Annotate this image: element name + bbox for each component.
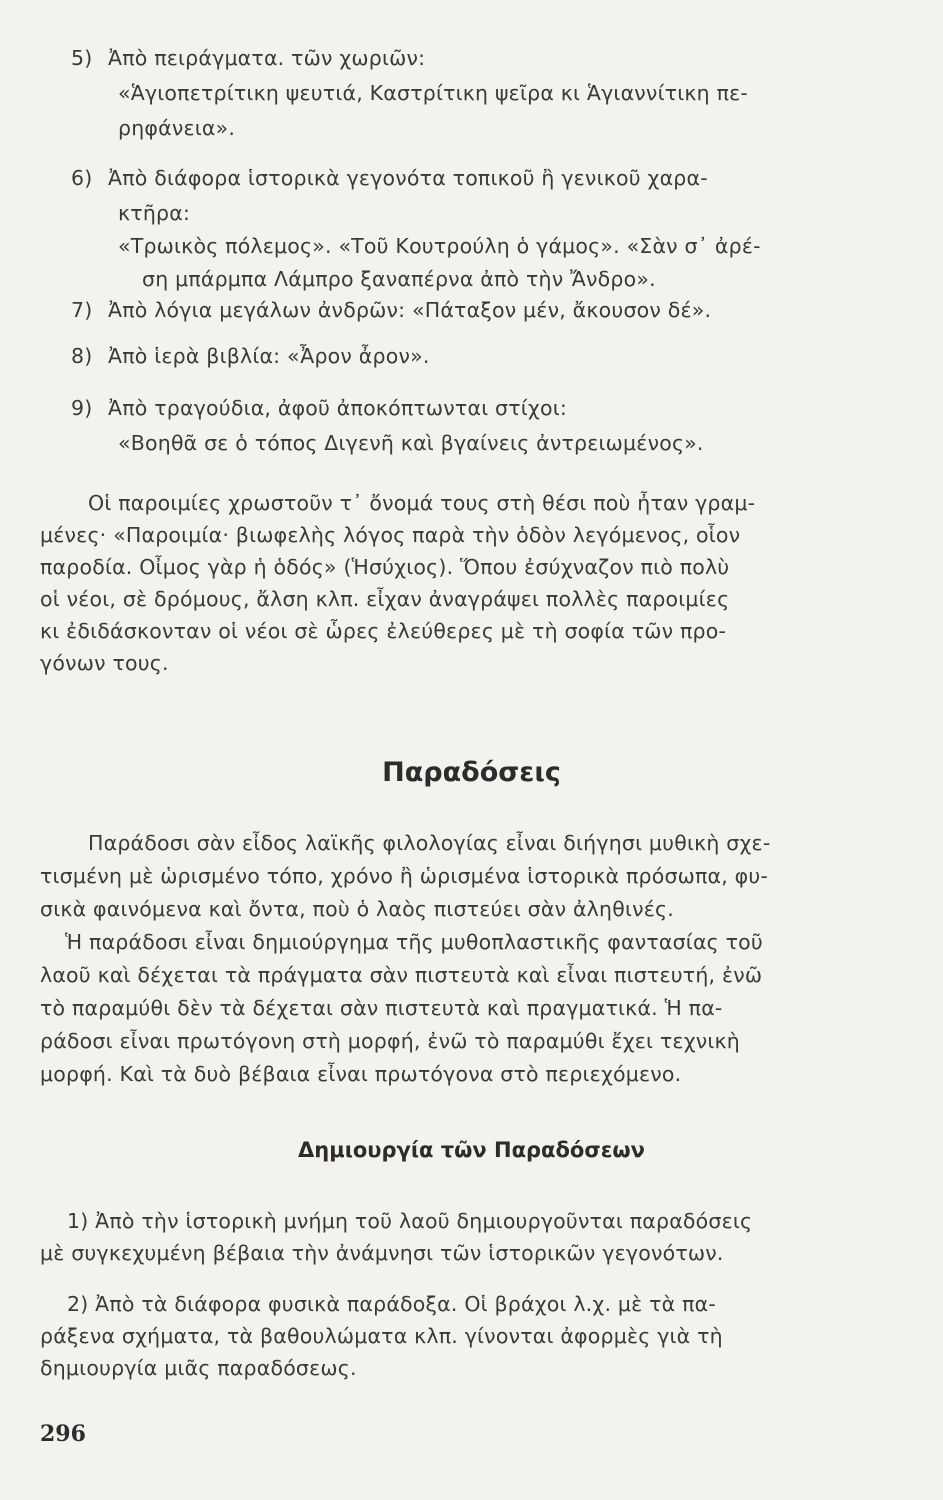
list-item-8-number: 8) — [71, 344, 93, 368]
comparison-line-1: Ἡ παράδοσι εἶναι δημιούργημα τῆς μυθοπλαστικῆς φαντασίας τοῦ — [65, 930, 763, 954]
proverbs-line-2: μένες· «Παροιμία· βιωφελὴς λόγος παρὰ τὴν ὁδὸν λεγόμενος, οἷον — [40, 523, 741, 547]
list-item-7-number: 7) — [71, 298, 93, 322]
proverbs-line-6: γόνων τους. — [40, 651, 169, 675]
proverbs-line-4: οἱ νέοι, σὲ δρόμους, ἄλση κλπ. εἶχαν ἀναγράψει πολλὲς παροιμίες — [40, 587, 730, 611]
definition-line-1: Παράδοσι σὰν εἶδος λαϊκῆς φιλολογίας εἶναι διήγησι μυθικὴ σχε- — [88, 831, 771, 855]
list-item-5-line-1: Ἀπὸ πειράγματα. τῶν χωριῶν: — [108, 46, 426, 70]
comparison-line-2: λαοῦ καὶ δέχεται τὰ πράγματα σὰν πιστευτὰ καὶ εἶναι πιστευτή, ἐνῶ — [40, 963, 763, 987]
subsection-heading: Δημιουργία τῶν Παραδόσεων — [298, 1138, 645, 1162]
list-item-9-line-1: Ἀπὸ τραγούδια, ἀφοῦ ἀποκόπτωνται στίχοι: — [108, 396, 567, 420]
creation-item-2-line-1: 2) Ἀπὸ τὰ διάφορα φυσικὰ παράδοξα. Οἱ βράχοι λ.χ. μὲ τὰ πα- — [67, 1292, 716, 1316]
list-item-5-number: 5) — [71, 46, 93, 70]
section-heading: Παραδόσεις — [382, 757, 561, 788]
list-item-6-line-1: Ἀπὸ διάφορα ἱστορικὰ γεγονότα τοπικοῦ ἢ γενικοῦ χαρα- — [108, 166, 708, 190]
list-item-6-number: 6) — [71, 166, 93, 190]
proverbs-line-5: κι ἐδιδάσκονταν οἱ νέοι σὲ ὧρες ἐλεύθερες μὲ τὴ σοφία τῶν προ- — [40, 619, 727, 643]
list-item-6-line-3: «Τρωικὸς πόλεμος». «Τοῦ Κουτρούλη ὁ γάμος». «Σὰν σ᾽ ἀρέ- — [118, 234, 761, 258]
proverbs-line-3: παροδία. Οἶμος γὰρ ἡ ὁδός» (Ἡσύχιος). Ὅπου ἐσύχναζον πιὸ πολὺ — [40, 555, 730, 579]
list-item-6-line-2: κτῆρα: — [118, 201, 191, 225]
list-item-8-line-1: Ἀπὸ ἱερὰ βιβλία: «Ἆρον ἆρον». — [108, 344, 430, 368]
proverbs-line-1: Οἱ παροιμίες χρωστοῦν τ᾽ ὄνομά τους στὴ θέσι ποὺ ἦταν γραμ- — [88, 491, 756, 515]
creation-item-1-line-2: μὲ συγκεχυμένη βέβαια τὴν ἀνάμνησι τῶν ἱστορικῶν γεγονότων. — [40, 1241, 724, 1265]
list-item-5-line-2: «Ἁγιοπετρίτικη ψευτιά, Καστρίτικη ψεῖρα κι Ἁγιαννίτικη πε- — [118, 81, 749, 105]
definition-line-3: σικὰ φαινόμενα καὶ ὄντα, ποὺ ὁ λαὸς πιστεύει σὰν ἀληθινές. — [40, 897, 674, 921]
page-number: 296 — [40, 1421, 86, 1447]
creation-item-2-line-3: δημιουργία μιᾶς παραδόσεως. — [40, 1356, 357, 1380]
list-item-6-line-4: ση μπάρμπα Λάμπρο ξαναπέρνα ἀπὸ τὴν Ἄνδρο». — [142, 267, 656, 291]
definition-line-2: τισμένη μὲ ὡρισμένο τόπο, χρόνο ἢ ὡρισμένα ἱστορικὰ πρόσωπα, φυ- — [40, 864, 769, 888]
comparison-line-3: τὸ παραμύθι δὲν τὰ δέχεται σὰν πιστευτὰ καὶ πραγματικά. Ἡ πα- — [40, 996, 723, 1020]
list-item-9-line-2: «Βοηθᾶ σε ὁ τόπος Διγενῆ καὶ βγαίνεις ἀντρειωμένος». — [118, 431, 704, 455]
comparison-line-4: ράδοσι εἶναι πρωτόγονη στὴ μορφή, ἐνῶ τὸ παραμύθι ἔχει τεχνικὴ — [40, 1029, 741, 1053]
creation-item-1-line-1: 1) Ἀπὸ τὴν ἱστορικὴ μνήμη τοῦ λαοῦ δημιουργοῦνται παραδόσεις — [67, 1209, 753, 1233]
creation-item-2-line-2: ράξενα σχήματα, τὰ βαθουλώματα κλπ. γίνονται ἀφορμὲς γιὰ τὴ — [40, 1324, 723, 1348]
comparison-line-5: μορφή. Καὶ τὰ δυὸ βέβαια εἶναι πρωτόγονα στὸ περιεχόμενο. — [40, 1062, 682, 1086]
list-item-7-line-1: Ἀπὸ λόγια μεγάλων ἀνδρῶν: «Πάταξον μέν, ἄκουσον δέ». — [108, 298, 712, 322]
list-item-9-number: 9) — [71, 396, 93, 420]
list-item-5-line-3: ρηφάνεια». — [118, 116, 236, 140]
